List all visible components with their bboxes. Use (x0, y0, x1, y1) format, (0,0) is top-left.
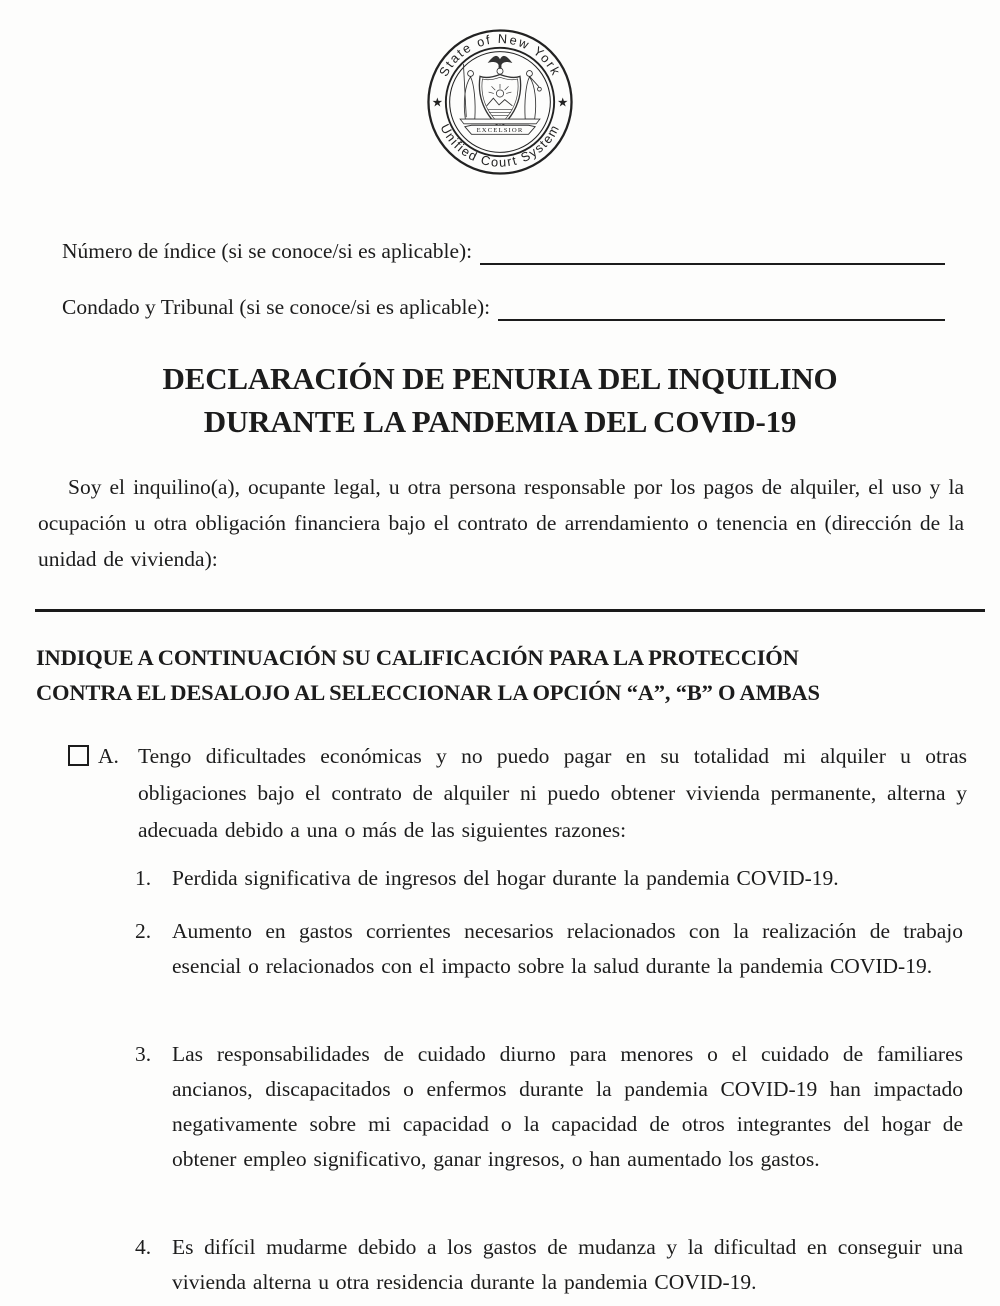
option-a-letter: A. (98, 743, 119, 768)
reason-number: 4. (135, 1234, 152, 1259)
reason-text: Las responsabilidades de cuidado diurno para menores o el cuidado de familiares ancianos, discapacitados o enfermos durante la pandemia COVID-19 han impactado negativamente sobre mi capacidad o la capacidad de otros integrantes del hogar de obtener empleo significativo, ganar ingresos, o han aumentado los gastos. (172, 1041, 963, 1171)
section-heading (36, 640, 970, 710)
star-icon: ★ (557, 95, 569, 110)
reason-item-1 (135, 861, 963, 896)
reason-text: Aumento en gastos corrientes necesarios relacionados con la realización de trabajo esencial o relacionados con el impacto sobre la salud durante la pandemia COVID-19. (172, 918, 963, 978)
case-fields (0, 235, 1000, 321)
reason-number: 2. (135, 918, 152, 943)
form-title-line-2: DURANTE LA PANDEMIA DEL COVID-19 (203, 404, 797, 439)
reason-item-2 (135, 914, 963, 1019)
form-title-line-1: DECLARACIÓN DE PENURIA DEL INQUILINO (162, 361, 838, 396)
reason-text: Perdida significativa de ingresos del hogar durante la pandemia COVID-19. (172, 865, 839, 890)
index-number-row (62, 235, 945, 265)
section-heading-line-2: CONTRA EL DESALOJO AL SELECCIONAR LA OPCIÓN “A”, “B” O AMBAS (36, 679, 820, 705)
court-seal (0, 0, 1000, 183)
intro-paragraph: Soy el inquilino(a), ocupante legal, u otra persona responsable por los pagos de alquiler, el uso y la ocupación u otra obligación financiera bajo el contrato de arrendamiento o tenencia en (dirección de la unidad de vivienda): (38, 475, 964, 571)
form-title (0, 357, 1000, 443)
reasons-list (135, 861, 963, 1300)
seal-top-text: State of New York (435, 30, 565, 79)
county-court-row (62, 291, 945, 321)
seal-bottom-text: Unified Court System (437, 121, 563, 170)
reason-number: 1. (135, 865, 152, 890)
reason-text: Es difícil mudarme debido a los gastos de mudanza y la dificultad en conseguir una vivienda alterna u otra residencia durante la pandemia COVID-19. (172, 1234, 963, 1294)
reason-item-3 (135, 1037, 963, 1212)
option-a-checkbox[interactable] (68, 745, 89, 766)
county-court-input-line[interactable] (498, 295, 945, 321)
reason-number: 3. (135, 1041, 152, 1066)
seal-banner-text: EXCELSIOR (476, 126, 524, 134)
index-number-label: Número de índice (si se conoce/si es aplicable): (62, 239, 473, 263)
nys-unified-court-system-seal-icon (424, 26, 576, 178)
county-court-label: Condado y Tribunal (si se conoce/si es aplicable): (62, 295, 491, 319)
star-icon: ★ (431, 95, 443, 110)
option-a-text: Tengo dificultades económicas y no puedo pagar en su totalidad mi alquiler u otras obligaciones bajo el contrato de alquiler ni puedo obtener vivienda permanente, alterna y adecuada debido a una o más de las siguientes razones: (138, 743, 967, 842)
option-a-row (68, 738, 967, 849)
index-number-input-line[interactable] (480, 239, 945, 265)
address-input-line[interactable] (35, 609, 985, 612)
reason-item-4 (135, 1230, 963, 1300)
section-heading-line-1: INDIQUE A CONTINUACIÓN SU CALIFICACIÓN PARA LA PROTECCIÓN (36, 644, 799, 670)
